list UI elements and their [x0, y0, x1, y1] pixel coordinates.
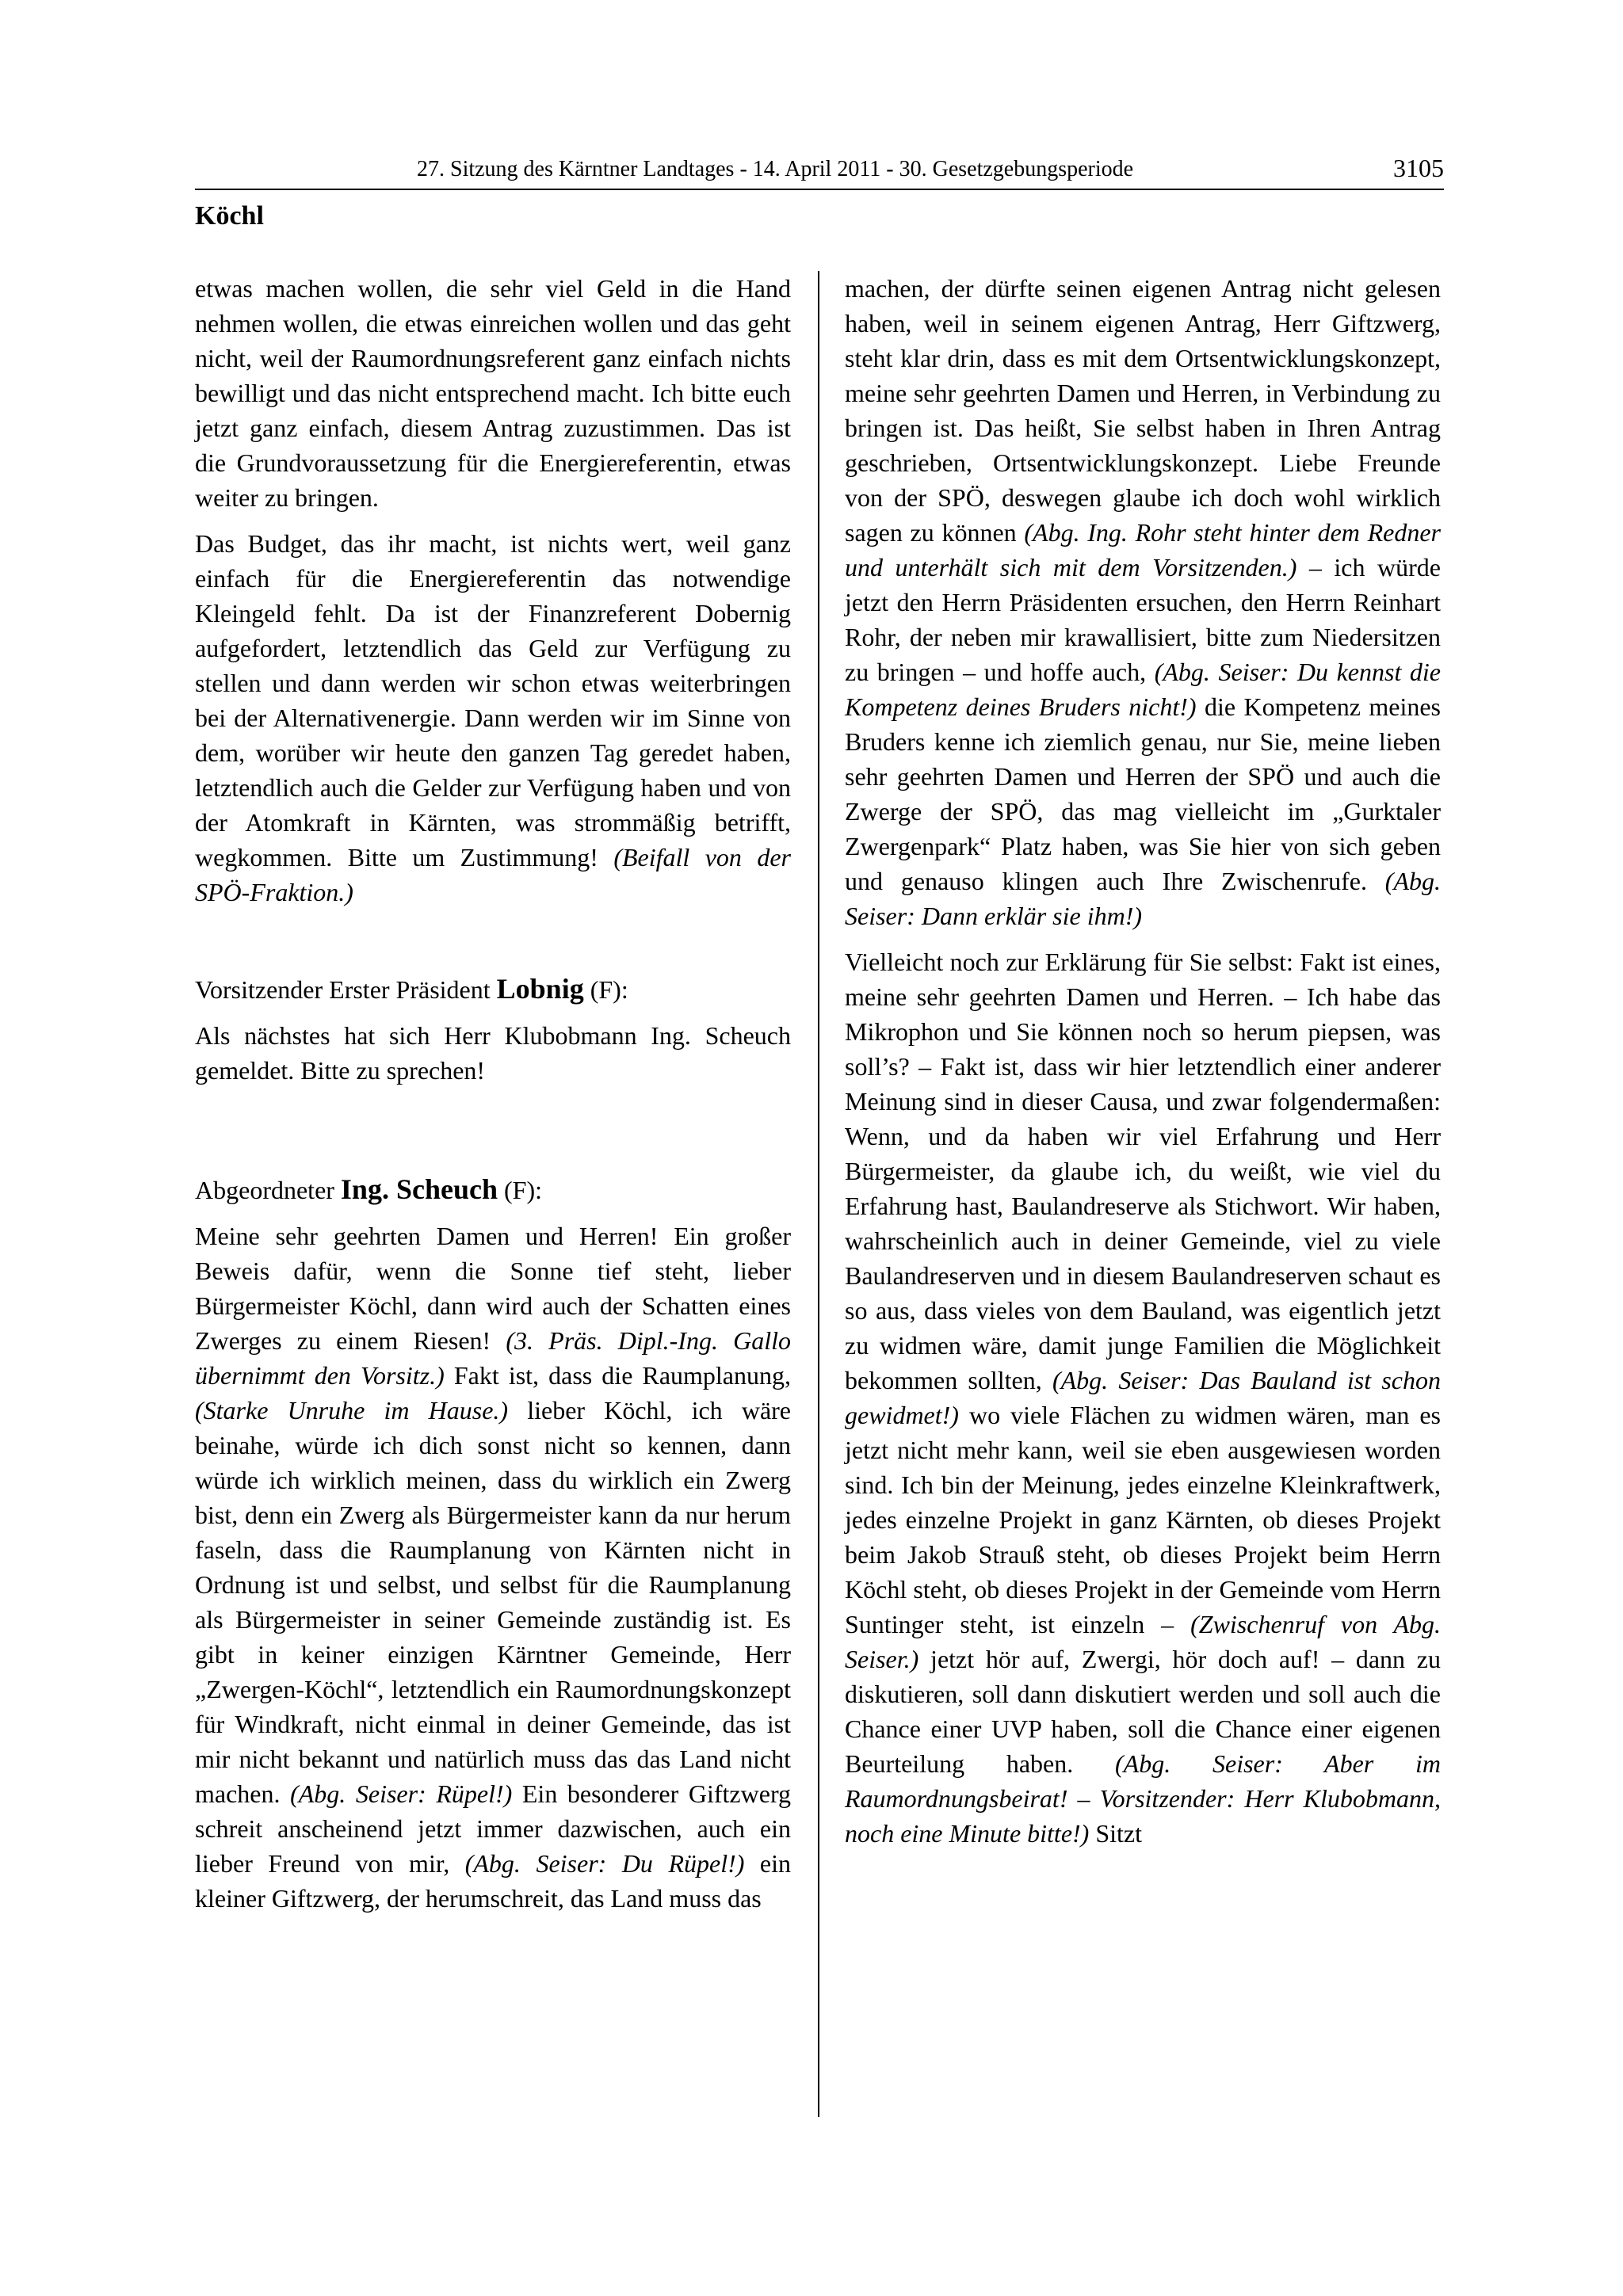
- interjection: (Starke Unruhe im Hause.): [195, 1396, 509, 1425]
- interjection: (Abg. Seiser: Rüpel!): [290, 1779, 513, 1808]
- interjection: (Abg. Seiser: Du kennst die Kompetenz deines Bruders nicht!): [845, 658, 1442, 721]
- text-run: lieber Köchl, ich wäre beinahe, würde ich dich sonst nicht so kennen, dann würde ich wirklich meinen, dass du wirklich ein Zwerg bist, denn ein Zwerg als Bürgermeister kann da nur herum faseln, dass die Raumplanung von Kärnten nicht in Ordnung ist und selbst, und selbst für die Raumplanung als Bürgermeister in seiner Gemeinde zuständig ist. Es gibt in keiner einzigen Kärntner Gemeinde, Herr „Zwergen-Köchl“, letztendlich ein Raumordnungskonzept für Windkraft, nicht einmal in deiner Gemeinde, das ist mir nicht bekannt und natürlich muss das das Land nicht machen.: [195, 1396, 791, 1808]
- text-run: Ein besonderer Giftzwerg schreit anscheinend jetzt immer dazwischen, auch ein lieber Freund von mir,: [195, 1779, 792, 1878]
- right-column: [845, 271, 1441, 1862]
- text-run: machen, der dürfte seinen eigenen Antrag nicht gelesen haben, weil in seinem eigenen Antrag, Herr Giftzwerg, steht klar drin, dass es mit dem Ortsentwicklungskonzept, meine sehr geehrten Damen und Herren, in Verbindung zu bringen ist. Das heißt, Sie selbst haben in Ihren Antrag geschrieben, Ortsentwicklungskonzept. Liebe Freunde von der SPÖ, deswegen glaube ich doch wohl wirklich sagen zu können: [845, 274, 1441, 547]
- running-speaker-name: Köchl: [195, 201, 264, 231]
- interjection: (Beifall von der SPÖ-Fraktion.): [195, 843, 792, 906]
- text-run: ein kleiner Giftzwerg, der herumschreit, das Land muss das: [195, 1849, 791, 1913]
- text-run: Meine sehr geehrten Damen und Herren! Ein großer Beweis dafür, wenn die Sonne tief steht, lieber Bürgermeister Köchl, dann wird auch der Schatten eines Zwerges zu einem Riesen!: [195, 1222, 791, 1355]
- interjection: (3. Präs. Dipl.-Ing. Gallo übernimmt den Vorsitz.): [195, 1326, 792, 1390]
- speaker-line-scheuch: [195, 1172, 791, 1207]
- right-paragraph-1: [845, 271, 1441, 933]
- interjection: (Abg. Seiser: Du Rüpel!): [464, 1849, 745, 1878]
- page-number: 3105: [1393, 154, 1444, 182]
- text-run: die Kompetenz meines Bruders kenne ich ziemlich genau, nur Sie, meine lieben sehr geehrten Damen und Herren der SPÖ und auch die Zwerge der SPÖ, das mag vielleicht im „Gurktaler Zwergenpark“ Platz haben, was Sie hier von sich geben und genauso klingen auch Ihre Zwischenrufe.: [845, 692, 1442, 895]
- left-paragraph-1: etwas machen wollen, die sehr viel Geld in die Hand nehmen wollen, die etwas einreichen wollen und das geht nicht, weil der Raumordnungsreferent ganz einfach nichts bewilligt und das nicht entsprechend macht. Ich bitte euch jetzt ganz einfach, diesem Antrag zuzustimmen. Das ist die Grundvoraussetzung für die Energiereferentin, etwas weiter zu bringen.: [195, 274, 791, 512]
- interjection: (Abg. Seiser: Dann erklär sie ihm!): [845, 867, 1441, 930]
- speaker-party: (F):: [583, 975, 628, 1004]
- speaker-name: Ing. Scheuch: [340, 1173, 498, 1205]
- page-header: [195, 152, 1444, 190]
- interjection: (Abg. Ing. Rohr steht hinter dem Redner und unterhält sich mit dem Vorsitzenden.): [845, 518, 1441, 582]
- interjection: (Zwischenruf von Abg. Seiser.): [845, 1610, 1442, 1673]
- left-paragraph-3: Als nächstes hat sich Herr Klubobmann Ing. Scheuch gemeldet. Bitte zu sprechen!: [195, 1021, 791, 1085]
- session-title: 27. Sitzung des Kärntner Landtages - 14. April 2011 - 30. Gesetzgebungsperiode: [417, 157, 1134, 181]
- speaker-name: Lobnig: [496, 973, 584, 1005]
- column-divider: [818, 271, 819, 2117]
- interjection: (Abg. Seiser: Aber im Raumordnungsbeirat! – Vorsitzender: Herr Klubobmann, noch eine Minute bitte!): [845, 1749, 1441, 1848]
- left-paragraph-2: [195, 526, 791, 910]
- text-run: Das Budget, das ihr macht, ist nichts wert, weil ganz einfach für die Energiereferentin das notwendige Kleingeld fehlt. Da ist der Finanzreferent Dobernig aufgefordert, letztendlich das Geld zur Verfügung zu stellen und dann werden wir schon etwas weiterbringen bei der Alternativenergie. Dann werden wir im Sinne von dem, worüber wir heute den ganzen Tag geredet haben, letztendlich auch die Gelder zur Verfügung haben und von der Atomkraft in Kärnten, was strommäßig betrifft, wegkommen. Bitte um Zustimmung!: [195, 529, 791, 871]
- speaker-line-lobnig: [195, 971, 791, 1007]
- left-paragraph-4: [195, 1219, 791, 1916]
- text-run: wo viele Flächen zu widmen wären, man es jetzt nicht mehr kann, weil sie eben ausgewiesen worden sind. Ich bin der Meinung, jedes einzelne Kleinkraftwerk, jedes einzelne Projekt in ganz Kärnten, ob dieses Projekt beim Jakob Strauß steht, ob dieses Projekt beim Herrn Köchl steht, ob dieses Projekt in der Gemeinde vom Herrn Suntinger steht, ist einzeln –: [845, 1401, 1441, 1638]
- right-paragraph-2: [845, 944, 1441, 1851]
- left-column: [195, 271, 791, 1927]
- text-run: – ich würde jetzt den Herrn Präsidenten ersuchen, den Herrn Reinhart Rohr, der neben mir krawallisiert, bitte zum Niedersitzen zu bringen – und hoffe auch,: [845, 553, 1442, 686]
- interjection: (Abg. Seiser: Das Bauland ist schon gewidmet!): [845, 1366, 1441, 1429]
- text-run: Sitzt: [1089, 1819, 1142, 1848]
- text-run: Fakt ist, dass die Raumplanung,: [444, 1361, 792, 1390]
- speaker-party: (F):: [497, 1176, 542, 1204]
- speaker-role: Vorsitzender Erster Präsident: [195, 975, 497, 1004]
- speaker-role: Abgeordneter: [195, 1176, 341, 1204]
- text-run: Vielleicht noch zur Erklärung für Sie selbst: Fakt ist eines, meine sehr geehrten Damen und Herren. – Ich habe das Mikrophon und Sie können noch so herum piepsen, was soll’s? – Fakt ist, dass wir hier letztendlich einer anderer Meinung sind in dieser Causa, und zwar folgendermaßen: Wenn, und da haben wir viel Erfahrung und Herr Bürgermeister, da glaube ich, du weißt, wie viel du Erfahrung hast, Baulandreserve als Stichwort. Wir haben, wahrscheinlich auch in deiner Gemeinde, viel zu viele Baulandreserven und in diesem Baulandreserven schaut es so aus, dass vieles von dem Bauland, was eigentlich jetzt zu widmen wäre, damit junge Familien die Möglichkeit bekommen sollten,: [845, 948, 1441, 1394]
- text-run: jetzt hör auf, Zwergi, hör doch auf! – dann zu diskutieren, soll dann diskutiert werden und soll auch die Chance einer UVP haben, soll die Chance einer eigenen Beurteilung haben.: [845, 1645, 1441, 1778]
